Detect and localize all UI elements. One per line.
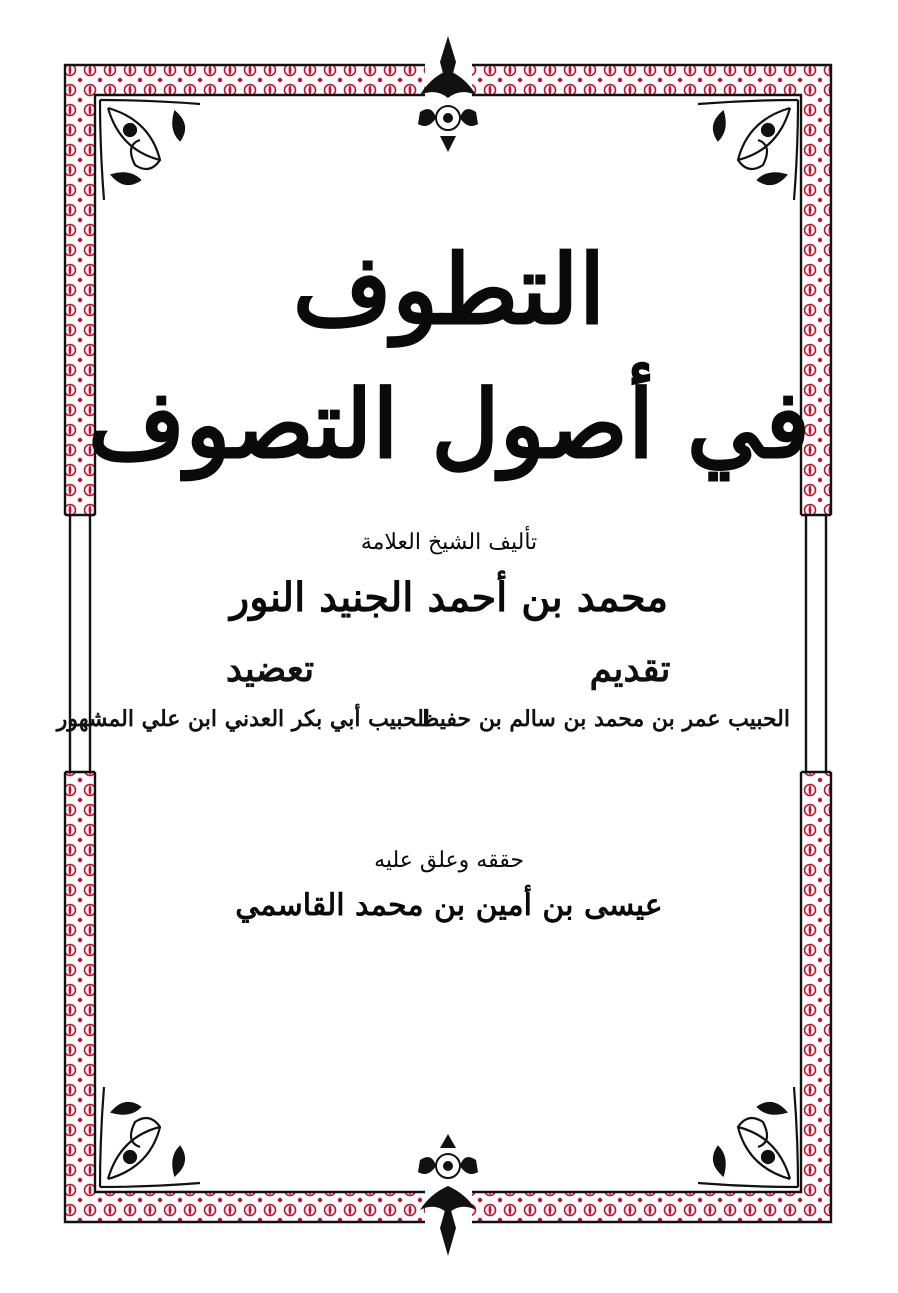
author-name: محمد بن أحمد الجنيد النور xyxy=(229,574,669,621)
foreword-heading: تقديم xyxy=(589,648,671,690)
book-title-line-2: في أصول التصوف xyxy=(87,370,811,480)
editor-name: عيسى بن أمين بن محمد القاسمي xyxy=(235,888,663,923)
book-title-line-1: التطوف xyxy=(292,233,606,346)
endorsement-heading: تعضيد xyxy=(225,648,315,690)
endorsement-name: الحبيب أبي بكر العدني ابن علي المشهور xyxy=(56,706,430,732)
top-center-ornament-icon xyxy=(418,36,478,152)
author-prefix: تأليف الشيخ العلامة xyxy=(360,530,538,555)
corner-ornament-bottom-left-icon xyxy=(100,1087,200,1187)
bottom-center-ornament-icon xyxy=(418,1134,478,1256)
corner-ornament-top-right-icon xyxy=(698,100,798,200)
endorsement-block xyxy=(56,645,430,737)
foreword-block xyxy=(418,645,790,737)
corner-ornament-bottom-right-icon xyxy=(698,1087,798,1187)
editor-prefix: حققه وعلق عليه xyxy=(374,848,524,873)
foreword-name: الحبيب عمر بن محمد بن سالم بن حفيظ xyxy=(418,706,790,732)
corner-ornament-top-left-icon xyxy=(100,100,200,200)
